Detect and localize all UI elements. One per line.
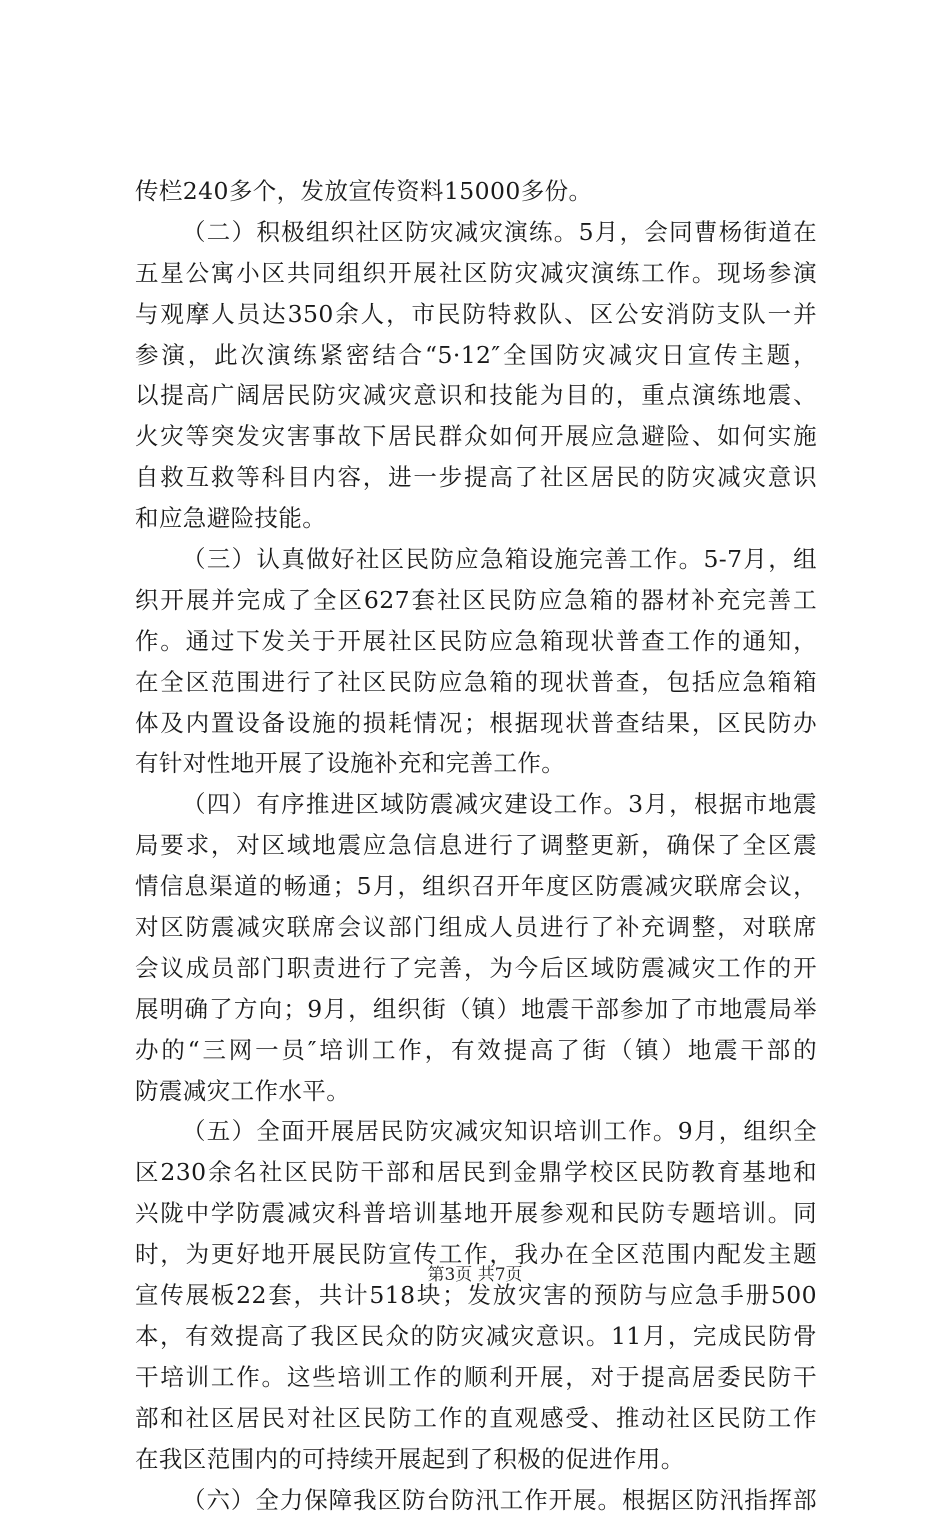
text-line: 参演，此次演练紧密结合“5·12″全国防灾减灾日宣传主题， [135,335,817,376]
text-line: 办的“三网一员″培训工作，有效提高了街（镇）地震干部的 [135,1030,817,1071]
text-line: 部和社区居民对社区民防工作的直观感受、推动社区民防工作 [135,1398,817,1439]
text-line: 本，有效提高了我区民众的防灾减灾意识。11月，完成民防骨 [135,1316,817,1357]
text-line: 情信息渠道的畅通；5月，组织召开年度区防震减灾联席会议， [135,866,817,907]
page-number-footer: 第3页 共7页 [0,1260,950,1285]
text-line: 五星公寓小区共同组织开展社区防灾减灾演练工作。现场参演 [135,253,817,294]
text-line: 有针对性地开展了设施补充和完善工作。 [135,743,817,784]
text-line: 兴陇中学防震减灾科普培训基地开展参观和民防专题培训。同 [135,1193,817,1234]
paragraph-heading-line: （六）全力保障我区防台防汛工作开展。根据区防汛指挥部 [135,1480,817,1520]
paragraph-heading-line: （三）认真做好社区民防应急箱设施完善工作。5-7月，组 [135,539,817,580]
paragraph-heading-line: （五）全面开展居民防灾减灾知识培训工作。9月，组织全 [135,1111,817,1152]
paragraph-heading-line: （四）有序推进区域防震减灾建设工作。3月，根据市地震 [135,784,817,825]
text-line: 体及内置设备设施的损耗情况；根据现状普查结果，区民防办 [135,703,817,744]
text-line: 会议成员部门职责进行了完善，为今后区域防震减灾工作的开 [135,948,817,989]
text-line: 对区防震减灾联席会议部门组成人员进行了补充调整，对联席 [135,907,817,948]
text-line: 展明确了方向；9月，组织街（镇）地震干部参加了市地震局举 [135,989,817,1030]
text-line: 干培训工作。这些培训工作的顺利开展，对于提高居委民防干 [135,1357,817,1398]
text-line: 传栏240多个，发放宣传资料15000多份。 [135,171,817,212]
text-line: 防震减灾工作水平。 [135,1071,817,1112]
text-line: 织开展并完成了全区627套社区民防应急箱的器材补充完善工 [135,580,817,621]
text-line: 自救互救等科目内容，进一步提高了社区居民的防灾减灾意识 [135,457,817,498]
text-line: 与观摩人员达350余人，市民防特救队、区公安消防支队一并 [135,294,817,335]
text-line: 局要求，对区域地震应急信息进行了调整更新，确保了全区震 [135,825,817,866]
body-text [135,171,817,1520]
text-line: 火灾等突发灾害事故下居民群众如何开展应急避险、如何实施 [135,416,817,457]
paragraph-heading-line: （二）积极组织社区防灾减灾演练。5月，会同曹杨街道在 [135,212,817,253]
text-line: 在我区范围内的可持续开展起到了积极的促进作用。 [135,1439,817,1480]
text-line: 在全区范围进行了社区民防应急箱的现状普查，包括应急箱箱 [135,662,817,703]
text-line: 作。通过下发关于开展社区民防应急箱现状普查工作的通知， [135,621,817,662]
text-line: 区230余名社区民防干部和居民到金鼎学校区民防教育基地和 [135,1152,817,1193]
text-line: 以提高广阔居民防灾减灾意识和技能为目的，重点演练地震、 [135,375,817,416]
text-line: 时，为更好地开展民防宣传工作，我办在全区范围内配发主题 [135,1234,817,1275]
text-line: 宣传展板22套，共计518块；发放灾害的预防与应急手册500 [135,1275,817,1316]
text-line: 和应急避险技能。 [135,498,817,539]
